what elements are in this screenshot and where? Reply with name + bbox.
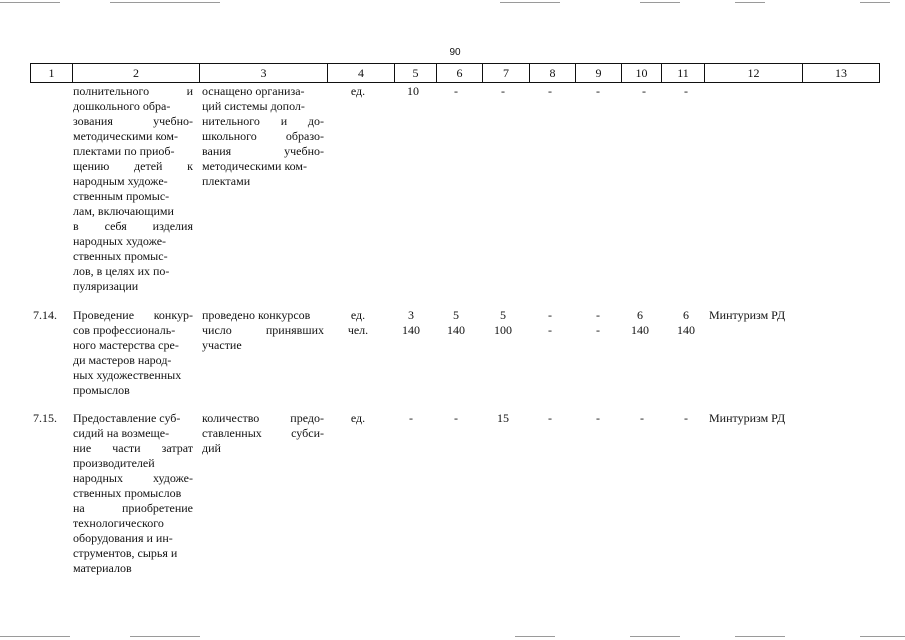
- text-line: Проведение конкур-: [73, 308, 193, 322]
- value: -: [596, 84, 600, 98]
- row-number: 7.14.: [33, 308, 57, 322]
- text-line: зования учебно-: [73, 114, 193, 128]
- scan-edge-mark: [640, 2, 680, 3]
- text-line: лам, включающими: [73, 204, 174, 218]
- text-line: ций системы допол-: [202, 99, 305, 113]
- row-number: 7.15.: [33, 411, 57, 425]
- scan-edge-mark: [0, 636, 70, 637]
- text-line: ственных промыслов: [73, 486, 182, 500]
- value-cell-col5: [391, 411, 431, 426]
- text-line: ние части затрат: [73, 441, 193, 455]
- scan-edge-mark: [860, 2, 890, 3]
- value: -: [409, 411, 413, 425]
- text-line: Предоставление суб-: [73, 411, 181, 425]
- value: 3: [408, 308, 414, 322]
- column-header: 3: [200, 64, 328, 83]
- unit-value: ед.: [350, 84, 366, 98]
- value: 140: [677, 323, 695, 337]
- unit-value: ед.: [350, 308, 366, 322]
- scan-edge-mark: [110, 2, 220, 3]
- indicator-description: [202, 84, 324, 189]
- indicator-description: [202, 411, 324, 456]
- scan-edge-mark: [515, 636, 555, 637]
- text-line: число принявших: [202, 323, 324, 337]
- value: -: [684, 84, 688, 98]
- text-line: народных художе-: [73, 471, 193, 485]
- value: 6: [683, 308, 689, 322]
- text-line: методическими ком-: [73, 129, 179, 143]
- text-line: народным художе-: [73, 174, 168, 188]
- text-line: народных художе-: [73, 234, 167, 248]
- text-line: дошкольного обра-: [73, 99, 171, 113]
- value: -: [548, 411, 552, 425]
- value-cell-col6: [436, 308, 476, 338]
- column-header: 11: [662, 64, 705, 83]
- unit-value: чел.: [347, 323, 369, 337]
- value-cell-col10: [622, 411, 662, 426]
- text-line: нительного и до-: [202, 114, 324, 128]
- value: 5: [453, 308, 459, 322]
- unit-cell: [338, 308, 378, 338]
- text-line: в себя изделия: [73, 219, 193, 233]
- column-header: 10: [622, 64, 662, 83]
- scan-edge-mark: [735, 636, 785, 637]
- column-header: 7: [483, 64, 530, 83]
- text-line: ди мастеров народ-: [73, 353, 172, 367]
- column-header: 6: [437, 64, 483, 83]
- value-cell-col6: [436, 84, 476, 99]
- column-header: 13: [803, 64, 880, 83]
- scan-edge-mark: [130, 636, 200, 637]
- text-line: оснащено организа-: [202, 84, 305, 98]
- column-number-header: [30, 63, 880, 83]
- event-description: [73, 411, 193, 576]
- value: 140: [631, 323, 649, 337]
- value: 5: [500, 308, 506, 322]
- text-line: материалов: [73, 561, 132, 575]
- scan-edge-mark: [735, 2, 765, 3]
- text-line: технологического: [73, 516, 164, 530]
- value-cell-col5: [391, 308, 431, 338]
- text-line: пуляризации: [73, 279, 139, 293]
- text-line: полнительного и: [73, 84, 193, 98]
- scan-edge-mark: [860, 636, 905, 637]
- text-line: плектами: [202, 174, 251, 188]
- value-cell-col11: [666, 308, 706, 338]
- value: 6: [637, 308, 643, 322]
- value: -: [548, 308, 552, 322]
- text-line: ственных промыс-: [73, 249, 168, 263]
- text-line: промыслов: [73, 383, 130, 397]
- text-line: проведено конкурсов: [202, 308, 311, 322]
- value-cell-col8: [530, 411, 570, 426]
- text-line: щению детей к: [73, 159, 193, 173]
- text-line: участие: [202, 338, 242, 352]
- text-line: вания учебно-: [202, 144, 324, 158]
- value: -: [501, 84, 505, 98]
- text-line: дий: [202, 441, 221, 455]
- text-line: ных художественных: [73, 368, 182, 382]
- value: 10: [407, 84, 419, 98]
- scan-edge-mark: [630, 636, 680, 637]
- text-line: ного мастерства сре-: [73, 338, 179, 352]
- value: 15: [497, 411, 509, 425]
- value-cell-col7: [483, 84, 523, 99]
- text-line: ставленных субси-: [202, 426, 324, 440]
- value: 100: [494, 323, 512, 337]
- text-line: оборудования и ин-: [73, 531, 173, 545]
- executor-name: Минтуризм РД: [709, 308, 786, 322]
- value-cell-col8: [530, 308, 570, 338]
- page-number: 90: [449, 47, 461, 58]
- value: -: [642, 84, 646, 98]
- text-line: струментов, сырья и: [73, 546, 178, 560]
- value-cell-col7: [483, 308, 523, 338]
- value-cell-col9: [578, 84, 618, 99]
- value: -: [684, 411, 688, 425]
- column-header: 9: [576, 64, 622, 83]
- indicator-description: [202, 308, 324, 353]
- scan-edge-mark: [500, 2, 560, 3]
- unit-value: ед.: [350, 411, 366, 425]
- value: -: [596, 323, 600, 337]
- value: -: [548, 323, 552, 337]
- value: -: [596, 411, 600, 425]
- text-line: методическими ком-: [202, 159, 308, 173]
- value: 140: [447, 323, 465, 337]
- value-cell-col9: [578, 308, 618, 338]
- scan-edge-mark: [0, 2, 60, 3]
- value: -: [548, 84, 552, 98]
- text-line: сов профессиональ-: [73, 323, 176, 337]
- column-header: 1: [31, 64, 73, 83]
- value: 140: [402, 323, 420, 337]
- value: -: [596, 308, 600, 322]
- text-line: лов, в целях их по-: [73, 264, 170, 278]
- text-line: сидий на возмеще-: [73, 426, 170, 440]
- value: -: [454, 411, 458, 425]
- text-line: количество предо-: [202, 411, 324, 425]
- value-cell-col11: [666, 84, 706, 99]
- unit-cell: [338, 84, 378, 99]
- text-line: на приобретение: [73, 501, 193, 515]
- executor-name: Минтуризм РД: [709, 411, 786, 425]
- text-line: производителей: [73, 456, 155, 470]
- event-description: [73, 84, 193, 294]
- text-line: плектами по приоб-: [73, 144, 175, 158]
- column-header: 12: [705, 64, 803, 83]
- value: -: [454, 84, 458, 98]
- value-cell-col10: [620, 308, 660, 338]
- value-cell-col6: [436, 411, 476, 426]
- column-header: 2: [73, 64, 200, 83]
- value-cell-col7: [483, 411, 523, 426]
- column-header: 8: [530, 64, 576, 83]
- unit-cell: [338, 411, 378, 426]
- value-cell-col10: [624, 84, 664, 99]
- event-description: [73, 308, 193, 398]
- column-header: 5: [395, 64, 437, 83]
- value-cell-col9: [578, 411, 618, 426]
- column-header: 4: [328, 64, 395, 83]
- value-cell-col8: [530, 84, 570, 99]
- value: -: [640, 411, 644, 425]
- text-line: школьного образо-: [202, 129, 324, 143]
- value-cell-col5: [393, 84, 433, 99]
- value-cell-col11: [666, 411, 706, 426]
- text-line: ственным промыс-: [73, 189, 170, 203]
